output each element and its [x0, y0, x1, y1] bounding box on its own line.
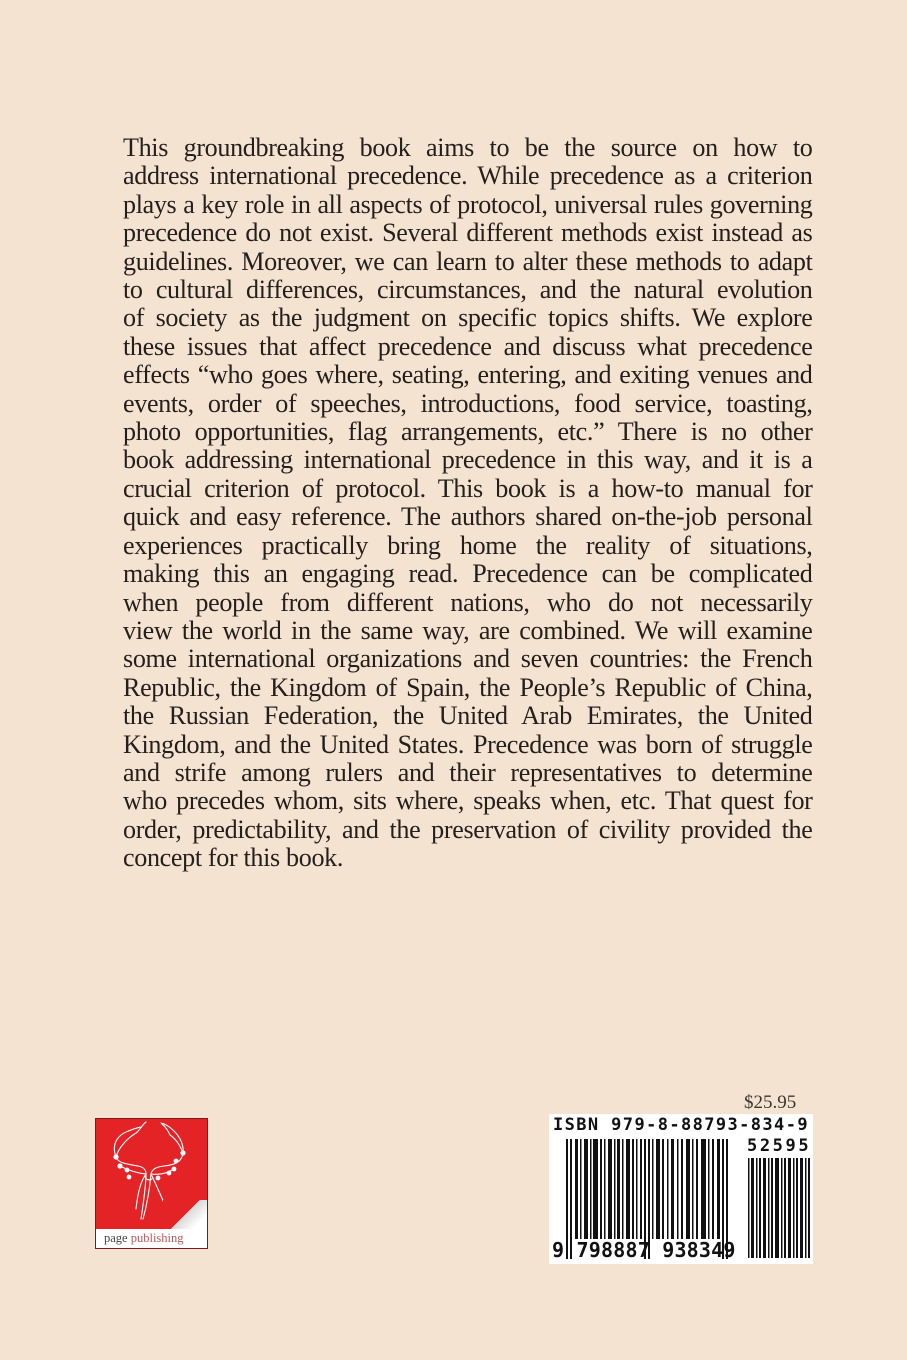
blurb-line: the Russian Federation, the United Arab Emirates, the United [123, 700, 813, 731]
blurb-line: events, order of speeches, introductions, food service, toasting, [123, 387, 813, 418]
blurb-line: Republic, the Kingdom of Spain, the People’s Republic of China, [123, 671, 813, 702]
publisher-name-part2: publishing [130, 1231, 184, 1245]
back-cover-blurb [123, 133, 823, 872]
blurb-line: quick and easy reference. The authors shared on-the-job personal [123, 501, 813, 532]
blurb-line: crucial criterion of protocol. This book is a how-to manual for [123, 472, 813, 503]
blurb-line: concept for this book. [123, 842, 344, 873]
ean-digits [552, 1238, 736, 1262]
publisher-name-part1: page [104, 1231, 128, 1245]
blurb-line: Kingdom, and the United States. Precedence was born of struggle [123, 728, 813, 759]
blurb-line: view the world in the same way, are combined. We will examine [123, 614, 813, 645]
blurb-line: address international precedence. While precedence as a criterion [123, 160, 813, 191]
blurb-line: when people from different nations, who do not necessarily [123, 586, 813, 617]
price-label: $25.95 [744, 1092, 797, 1113]
blurb-line: order, predictability, and the preservation of civility provided the [123, 813, 813, 844]
publisher-logo [95, 1118, 208, 1249]
blurb-line: This groundbreaking book aims to be the source on how to [123, 132, 813, 162]
blurb-line: precedence do not exist. Several different methods exist instead as [123, 217, 813, 248]
isbn-label: ISBN 979-8-88793-834-9 [553, 1115, 809, 1135]
blurb-line: making this an engaging read. Precedence can be complicated [123, 558, 813, 589]
blurb-line: these issues that affect precedence and discuss what precedence [123, 330, 813, 361]
publisher-name [96, 1229, 207, 1248]
ean-group-1: 798887 [576, 1238, 650, 1262]
page-curl-decoration [163, 1200, 207, 1230]
blurb-line: and strife among rulers and their representatives to determine [123, 756, 813, 787]
ean-group-2: 938349 [662, 1238, 736, 1262]
blurb-line: guidelines. Moreover, we can learn to alter these methods to adapt [123, 245, 813, 276]
blurb-line: plays a key role in all aspects of protocol, universal rules governing [123, 188, 813, 219]
blurb-line: book addressing international precedence in this way, and it is a [123, 444, 813, 475]
blurb-line: effects “who goes where, seating, entering, and exiting venues and [123, 359, 813, 390]
addon-code: 52595 [747, 1136, 812, 1156]
blurb-line: some international organizations and seven countries: the French [123, 643, 813, 674]
blurb-line: who precedes whom, sits where, speaks when, etc. That quest for [123, 785, 813, 816]
blurb-line: photo opportunities, flag arrangements, etc.” There is no other [123, 416, 813, 447]
blurb-line: to cultural differences, circumstances, and the natural evolution [123, 274, 813, 305]
addon-barcode-bars [748, 1158, 810, 1258]
blurb-line: of society as the judgment on specific topics shifts. We explore [123, 302, 813, 333]
isbn-barcode [549, 1114, 813, 1264]
ean-first-digit: 9 [552, 1238, 565, 1262]
blurb-line: experiences practically bring home the reality of situations, [123, 529, 813, 560]
